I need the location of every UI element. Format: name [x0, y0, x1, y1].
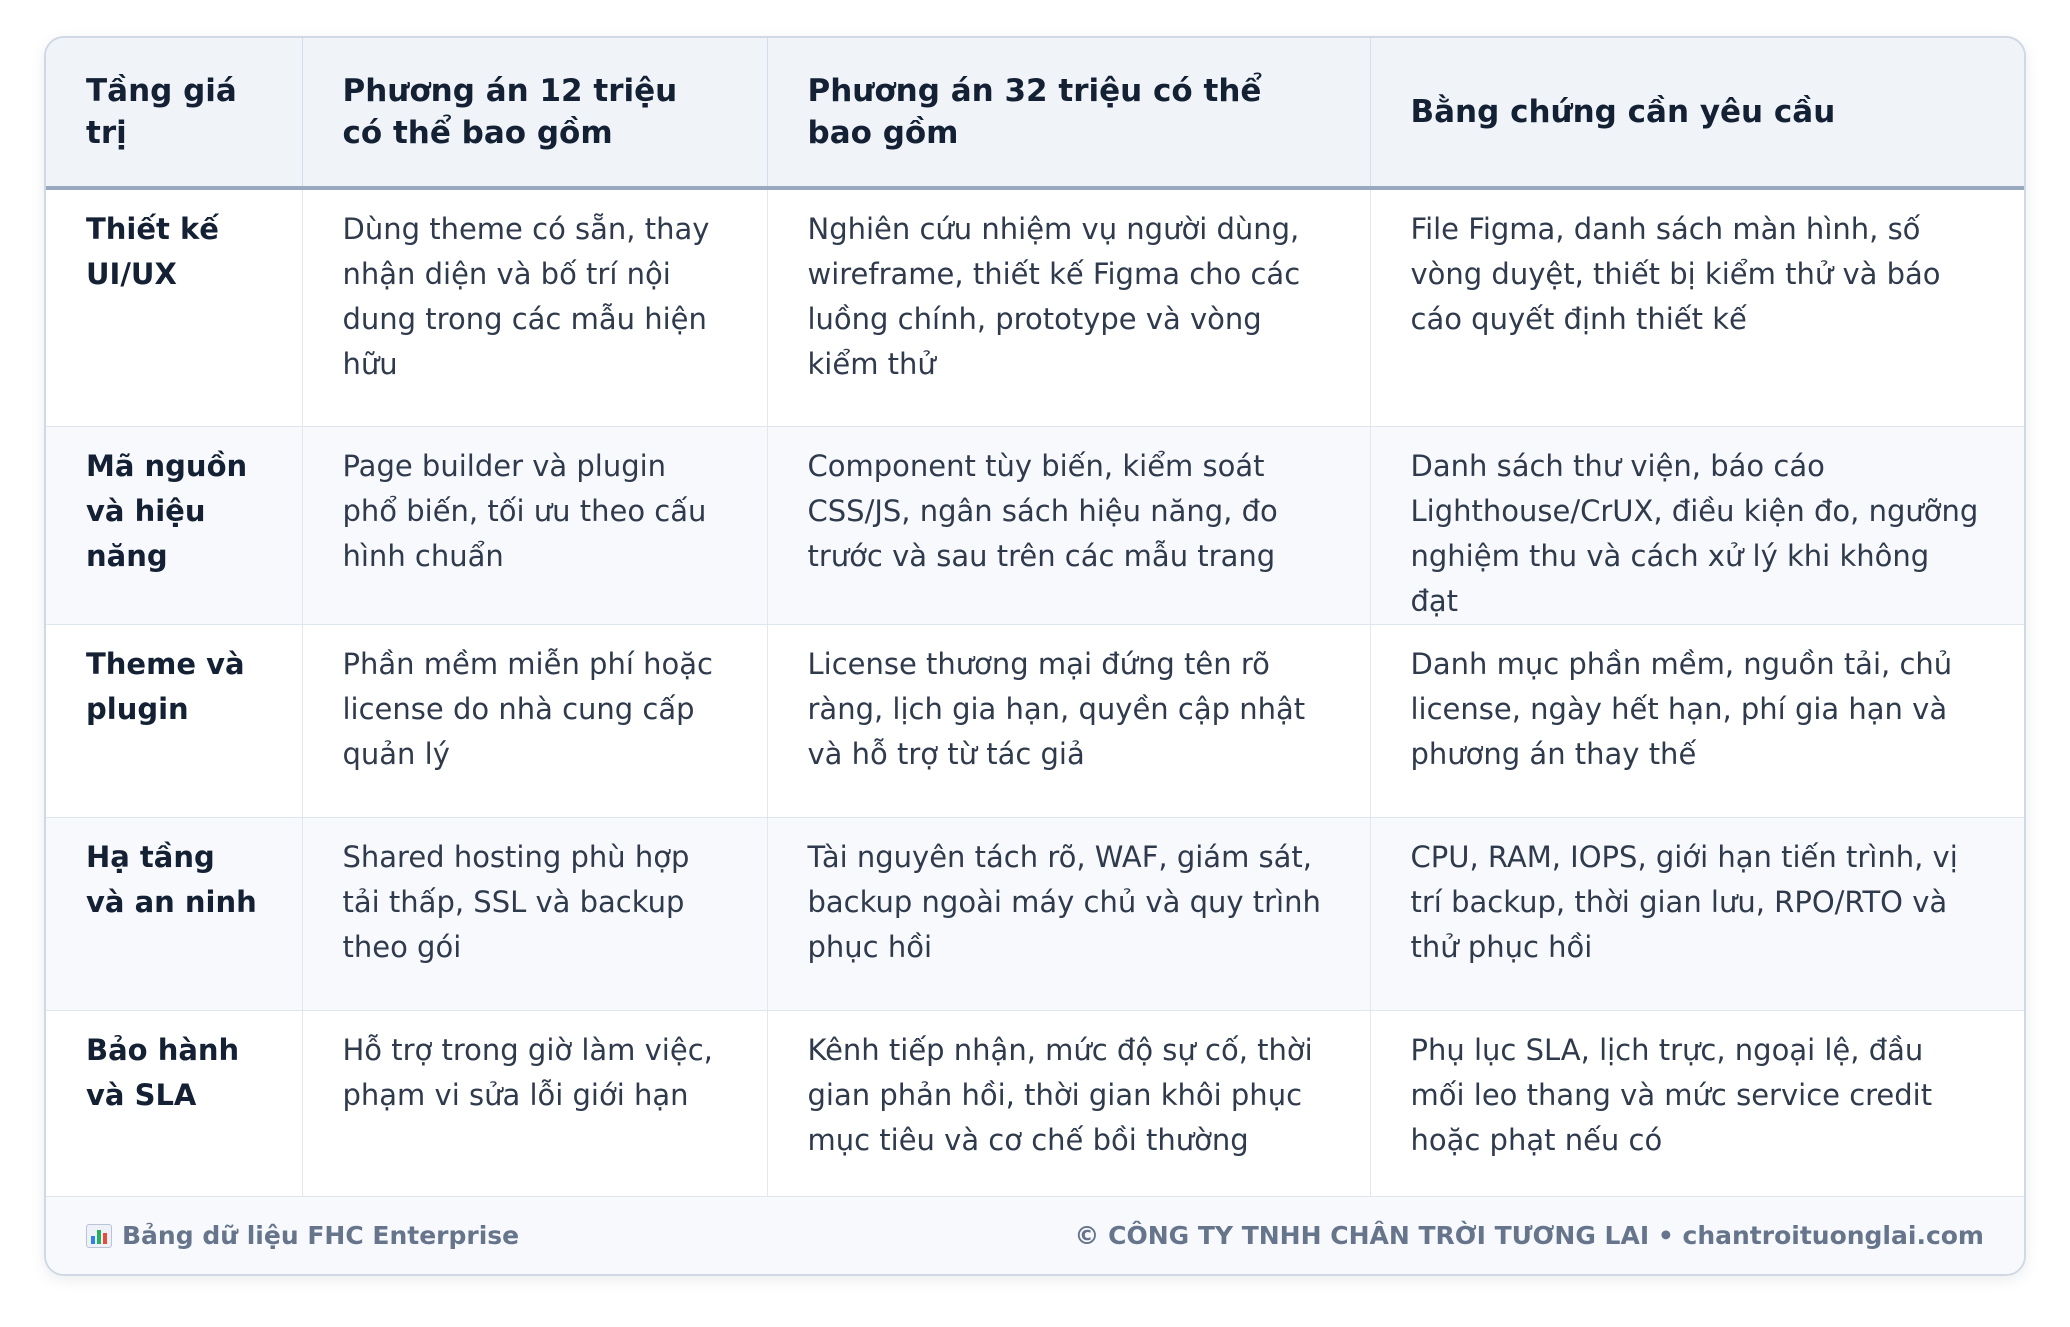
column-header-evidence: Bằng chứng cần yêu cầu [1370, 38, 2024, 188]
row-label: Mã nguồn và hiệu năng [46, 426, 302, 624]
row-label: Thiết kế UI/UX [46, 188, 302, 426]
table-cell: Dùng theme có sẵn, thay nhận diện và bố trí nội dung trong các mẫu hiện hữu [302, 188, 767, 426]
table-cell: Kênh tiếp nhận, mức độ sự cố, thời gian phản hồi, thời gian khôi phục mục tiêu và cơ chế bồi thường [767, 1010, 1370, 1203]
table-cell: Hỗ trợ trong giờ làm việc, phạm vi sửa lỗi giới hạn [302, 1010, 767, 1203]
table-body [46, 188, 2024, 1203]
table-row [46, 817, 2024, 1010]
table-row [46, 624, 2024, 817]
table-cell: Danh mục phần mềm, nguồn tải, chủ license, ngày hết hạn, phí gia hạn và phương án thay thế [1370, 624, 2024, 817]
table-row [46, 188, 2024, 426]
row-label: Bảo hành và SLA [46, 1010, 302, 1203]
comparison-table [46, 38, 2024, 1204]
table-row [46, 426, 2024, 624]
table-cell: Phần mềm miễn phí hoặc license do nhà cung cấp quản lý [302, 624, 767, 817]
table-cell: Shared hosting phù hợp tải thấp, SSL và backup theo gói [302, 817, 767, 1010]
table-cell: Nghiên cứu nhiệm vụ người dùng, wireframe, thiết kế Figma cho các luồng chính, prototype và vòng kiểm thử [767, 188, 1370, 426]
table-header [46, 38, 2024, 188]
column-header-32m-option: Phương án 32 triệu có thể bao gồm [767, 38, 1370, 188]
table-cell: Tài nguyên tách rõ, WAF, giám sát, backup ngoài máy chủ và quy trình phục hồi [767, 817, 1370, 1010]
header-row [46, 38, 2024, 188]
bar-chart-icon [86, 1224, 112, 1248]
table-cell: Danh sách thư viện, báo cáo Lighthouse/CrUX, điều kiện đo, ngưỡng nghiệm thu và cách xử lý khi không đạt [1370, 426, 2024, 624]
data-table-card [44, 36, 2026, 1276]
column-header-12m-option: Phương án 12 triệu có thể bao gồm [302, 38, 767, 188]
table-row [46, 1010, 2024, 1203]
row-label: Theme và plugin [46, 624, 302, 817]
column-header-value-tier: Tầng giá trị [46, 38, 302, 188]
table-cell: Component tùy biến, kiểm soát CSS/JS, ngân sách hiệu năng, đo trước và sau trên các mẫu trang [767, 426, 1370, 624]
table-cell: Phụ lục SLA, lịch trực, ngoại lệ, đầu mối leo thang và mức service credit hoặc phạt nếu có [1370, 1010, 2024, 1203]
table-footer [46, 1196, 2024, 1274]
table-cell: Page builder và plugin phổ biến, tối ưu theo cấu hình chuẩn [302, 426, 767, 624]
footer-copyright: © CÔNG TY TNHH CHÂN TRỜI TƯƠNG LAI • chantroituonglai.com [1074, 1221, 1984, 1250]
footer-source-label: Bảng dữ liệu FHC Enterprise [122, 1221, 520, 1250]
row-label: Hạ tầng và an ninh [46, 817, 302, 1010]
table-cell: CPU, RAM, IOPS, giới hạn tiến trình, vị trí backup, thời gian lưu, RPO/RTO và thử phục hồi [1370, 817, 2024, 1010]
table-cell: File Figma, danh sách màn hình, số vòng duyệt, thiết bị kiểm thử và báo cáo quyết định thiết kế [1370, 188, 2024, 426]
footer-source [86, 1221, 519, 1250]
table-cell: License thương mại đứng tên rõ ràng, lịch gia hạn, quyền cập nhật và hỗ trợ từ tác giả [767, 624, 1370, 817]
